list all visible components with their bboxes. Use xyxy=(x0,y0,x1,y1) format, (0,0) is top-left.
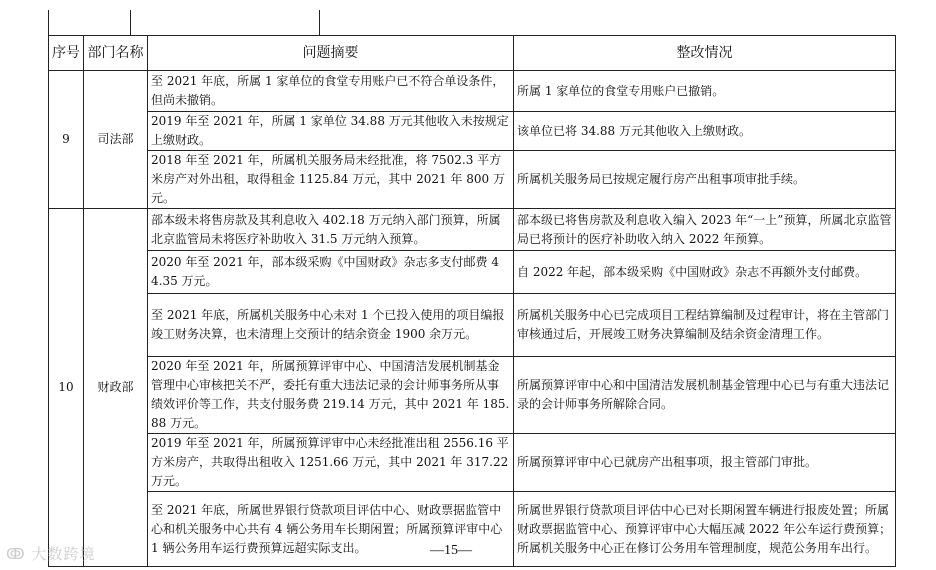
issue-cell: 至 2021 年底，所属机关服务中心未对 1 个已投入使用的项目编报竣工财务决算，也未清理上交预计的结余资金 1900 余万元。 xyxy=(148,294,514,357)
fix-cell: 所属预算评审中心和中国清洁发展机制基金管理中心已与有重大违法记录的会计师事务所解除合同。 xyxy=(514,357,896,434)
table-row xyxy=(49,492,896,567)
issue-cell: 至 2021 年底，所属 1 家单位的食堂专用账户已不符合单设条件，但尚未撤销。 xyxy=(148,71,514,112)
table-row xyxy=(49,294,896,357)
header-issue: 问题摘要 xyxy=(148,36,514,71)
fix-cell: 所属预算评审中心已就房产出租事项，报主管部门审批。 xyxy=(514,434,896,492)
issue-cell: 2020 年至 2021 年，所属预算评审中心、中国清洁发展机制基金管理中心审核把关不严，委托有重大违法记录的会计师事务所从事绩效评价等工作，共支付服务费 219.14 万元，其中 2021 年 185.88 万元。 xyxy=(148,357,514,434)
department-name: 财政部 xyxy=(84,209,148,567)
watermark-icon: ↂ xyxy=(6,545,32,563)
fix-cell: 所属机关服务局已按规定履行房产出租事项审批手续。 xyxy=(514,151,896,209)
table-rule xyxy=(48,10,49,35)
fix-cell: 所属 1 家单位的食堂专用账户已撤销。 xyxy=(514,71,896,112)
row-number: 9 xyxy=(49,71,84,209)
table-row xyxy=(49,209,896,251)
fix-cell: 部本级已将售房款及利息收入编入 2023 年“一上”预算，所属北京监管局已将预计的医疗补助收入纳入 2022 年预算。 xyxy=(514,209,896,251)
watermark-logo xyxy=(6,543,95,564)
table-rule xyxy=(319,10,320,35)
table-rule xyxy=(130,10,131,35)
header-no: 序号 xyxy=(49,36,84,71)
department-name: 司法部 xyxy=(84,71,148,209)
fix-cell: 该单位已将 34.88 万元其他收入上缴财政。 xyxy=(514,112,896,151)
issue-cell: 2018 年至 2021 年，所属机关服务局未经批准，将 7502.3 平方米房产对外出租，取得租金 1125.84 万元，其中 2021 年 800 万元。 xyxy=(148,151,514,209)
row-number: 10 xyxy=(49,209,84,567)
issue-cell: 至 2021 年底，所属世界银行贷款项目评估中心、财政票据监管中心和机关服务中心共有 4 辆公务用车长期闲置；所属预算评审中心 1 辆公务用车运行费预算远超实际支出。 xyxy=(148,492,514,567)
header-fix: 整改情况 xyxy=(514,36,896,71)
rectification-table xyxy=(48,35,896,567)
table-row xyxy=(49,151,896,209)
issue-cell: 2019 年至 2021 年，所属 1 家单位 34.88 万元其他收入未按规定上缴财政。 xyxy=(148,112,514,151)
fix-cell: 所属世界银行贷款项目评估中心已对长期闲置车辆进行报废处置；所属财政票据监管中心、预算评审中心大幅压减 2022 年公车运行费预算；所属机关服务中心正在修订公务用车管理制度，规范公务用车出行。 xyxy=(514,492,896,567)
table-row xyxy=(49,71,896,112)
table-row xyxy=(49,434,896,492)
issue-cell: 部本级未将售房款及其利息收入 402.18 万元纳入部门预算，所属北京监管局未将医疗补助收入 31.5 万元纳入预算。 xyxy=(148,209,514,251)
fix-cell: 自 2022 年起，部本级采购《中国财政》杂志不再额外支付邮费。 xyxy=(514,251,896,294)
page-number: —15— xyxy=(430,543,472,558)
issue-cell: 2020 年至 2021 年，部本级采购《中国财政》杂志多支付邮费 44.35 万元。 xyxy=(148,251,514,294)
issue-cell: 2019 年至 2021 年，所属预算评审中心未经批准出租 2556.16 平方米房产，共取得出租收入 1251.66 万元，其中 2021 年 317.22 万元。 xyxy=(148,434,514,492)
header-dept: 部门名称 xyxy=(84,36,148,71)
table-row xyxy=(49,357,896,434)
table-row xyxy=(49,112,896,151)
table-row xyxy=(49,251,896,294)
table-header xyxy=(49,36,896,71)
watermark-text: 大数跨境 xyxy=(31,545,96,563)
fix-cell: 所属机关服务中心已完成项目工程结算编制及过程审计，将在主管部门审核通过后，开展竣工财务决算编制及结余资金清理工作。 xyxy=(514,294,896,357)
